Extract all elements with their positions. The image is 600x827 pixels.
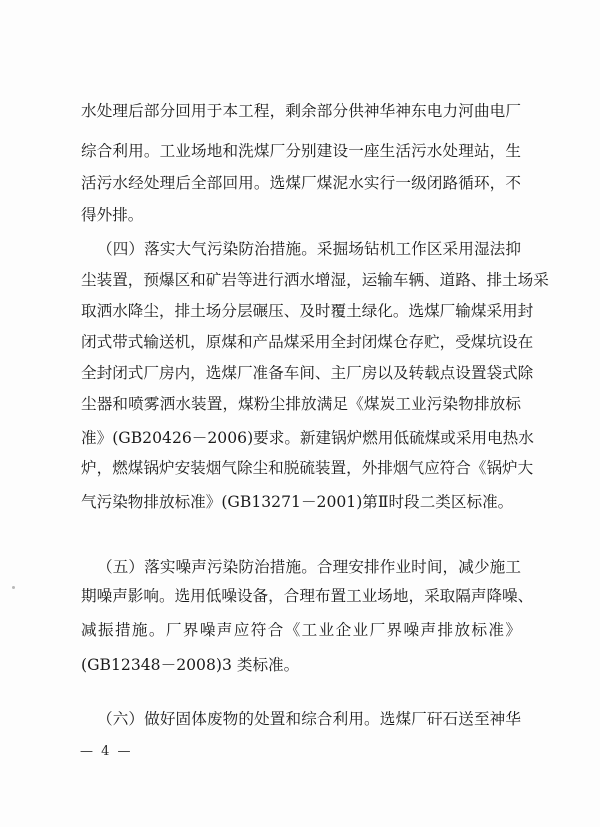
scan-speck (12, 586, 15, 589)
text-line: 气污染物排放标准》(GB13271－2001)第Ⅱ时段二类区标准。 (81, 493, 514, 511)
text-line: 水处理后部分回用于本工程，剩余部分供神华神东电力河曲电厂 (81, 102, 521, 120)
text-line: 炉，燃煤锅炉安装烟气除尘和脱硫装置，外排烟气应符合《锅炉大 (81, 459, 534, 477)
text-line: 得外排。 (81, 206, 144, 224)
page-number: — 4 — (80, 744, 133, 759)
text-line: 活污水经处理后全部回用。选煤厂煤泥水实行一级闭路循环，不 (81, 174, 521, 192)
text-line: 尘装置，预爆区和矿岩等进行洒水增湿，运输车辆、道路、排土场采 (81, 271, 549, 289)
text-line: 闭式带式输送机，原煤和产品煤采用全封闭煤仓存贮，受煤坑设在 (81, 333, 534, 351)
text-line: 全封闭式厂房内，选煤厂准备车间、主厂房以及转载点设置袋式除 (81, 364, 534, 382)
section-6-heading-line: （六）做好固体废物的处置和综合利用。选煤厂矸石送至神华 (97, 710, 521, 728)
text-line: 减振措施。厂界噪声应符合《工业企业厂界噪声排放标准》 (81, 621, 521, 639)
section-5-heading-line: （五）落实噪声污染防治措施。合理安排作业时间，减少施工 (97, 558, 521, 576)
text-line: 期噪声影响。选用低噪设备，合理布置工业场地，采取隔声降噪、 (81, 587, 534, 605)
text-line: 准》(GB20426－2006)要求。新建锅炉燃用低硫煤或采用电热水 (81, 429, 534, 447)
text-line: 尘器和喷雾洒水装置，煤粉尘排放满足《煤炭工业污染物排放标 (81, 395, 521, 413)
text-line: 综合利用。工业场地和洗煤厂分别建设一座生活污水处理站，生 (81, 142, 521, 160)
text-line: (GB12348－2008)3 类标准。 (81, 656, 300, 674)
text-line: 取洒水降尘，排土场分层碾压、及时覆土绿化。选煤厂输煤采用封 (81, 302, 534, 320)
section-4-heading-line: （四）落实大气污染防治措施。采掘场钻机工作区采用湿法抑 (97, 240, 521, 258)
